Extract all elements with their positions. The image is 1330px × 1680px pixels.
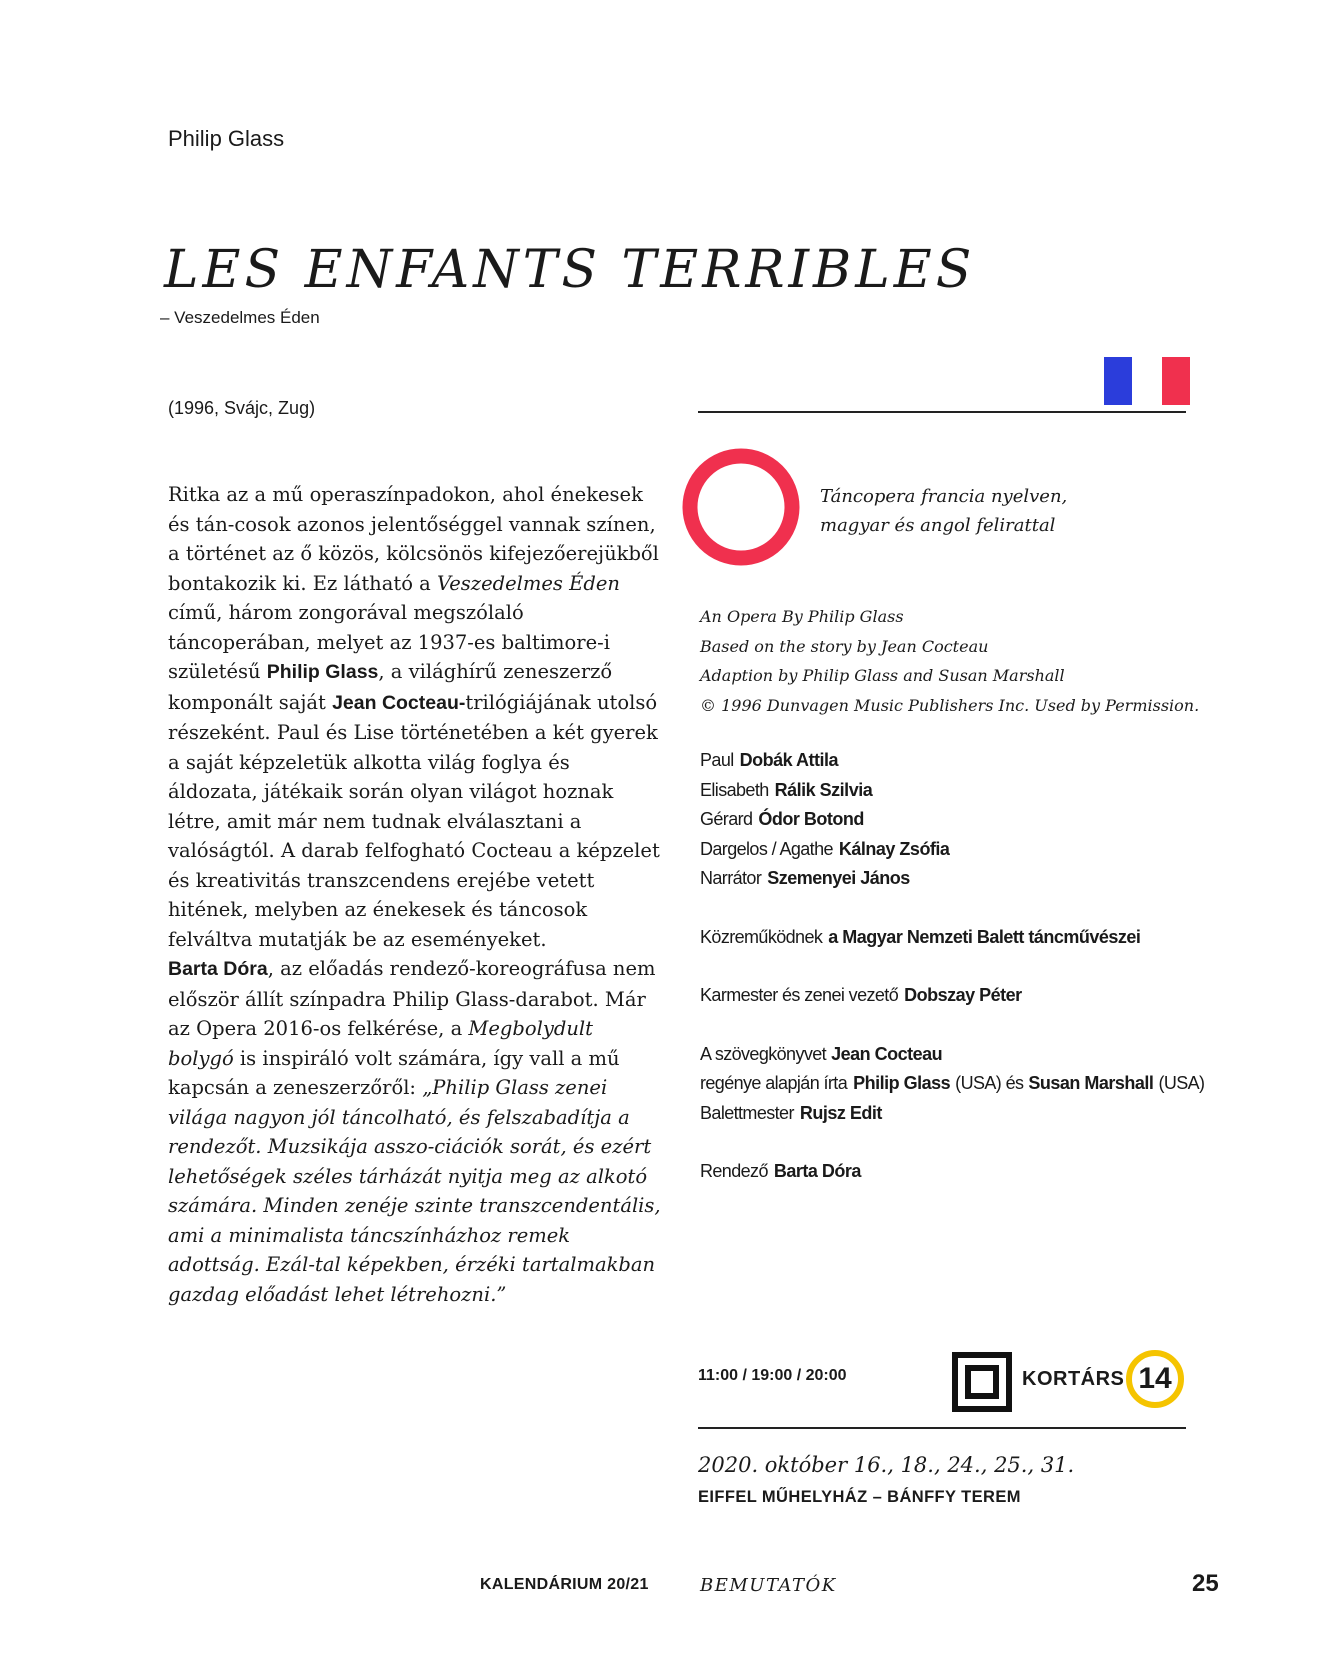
- opera-credits: [700, 602, 1199, 720]
- cast-row: Gérard Ódor Botond: [700, 809, 864, 829]
- work-title: LES ENFANTS TERRIBLES: [164, 240, 976, 300]
- credit-line: An Opera By Philip Glass: [700, 607, 904, 626]
- article-body: [168, 480, 664, 1309]
- french-flag-icon: [1104, 357, 1190, 405]
- crew-row-kozremukodnek: Közreműködnek a Magyar Nemzeti Balett táncművészei: [700, 926, 1141, 947]
- show-times: 11:00 / 19:00 / 20:00: [698, 1367, 847, 1384]
- footer-section: BEMUTATÓK: [700, 1575, 837, 1596]
- page-number: 25: [1192, 1570, 1219, 1597]
- venue: EIFFEL MŰHELYHÁZ – BÁNFFY TEREM: [698, 1488, 1021, 1506]
- paragraph-2: Barta Dóra, az előadás rendező-koreográfusa nem először állít színpadra Philip Glass-darabot. Már az Opera 2016-os felkérése, a Megbolydult bolygó is inspiráló volt számára, így vall a mű kapcsán a zeneszerzőről: „Philip Glass zenei világa nagyon jól táncolható, és felszabadítja a rendezőt. Muzsikája asszo-ciációk sorát, és ezért lehetőségek széles tárházát nyitja meg az alkotó számára. Minden zenéje szinte transzcendentális, ami a minimalista táncszínházhoz remek adottság. Ezál-tal képekben, érzéki tartalmakban gazdag előadást lehet létrehozni.”: [168, 957, 661, 1306]
- schedule-rule: [698, 1427, 1186, 1429]
- category-label: KORTÁRS: [1022, 1368, 1125, 1390]
- crew-row-rendezo: Rendező Barta Dóra: [700, 1161, 861, 1181]
- footer-publication: KALENDÁRIUM 20/21: [480, 1576, 649, 1593]
- crew-row-libretto: A szövegkönyvet Jean Cocteau: [700, 1043, 943, 1064]
- square-logo-icon: [952, 1352, 1012, 1412]
- credit-line: Based on the story by Jean Cocteau: [700, 636, 989, 656]
- age-rating-badge: 14: [1126, 1350, 1184, 1408]
- cast-row: Elisabeth Rálik Szilvia: [700, 779, 873, 800]
- cast-row: Paul Dobák Attila: [700, 750, 838, 770]
- crew-row-karmester: Karmester és zenei vezető Dobszay Péter: [700, 985, 1022, 1005]
- credit-line: © 1996 Dunvagen Music Publishers Inc. Used by Permission.: [700, 695, 1200, 715]
- header-rule: [698, 411, 1186, 413]
- crew-row-balettmester: Balettmester Rujsz Edit: [700, 1102, 882, 1123]
- cast-list: [700, 746, 1204, 1187]
- performance-dates: 2020. október 16., 18., 24., 25., 31.: [698, 1453, 1075, 1477]
- cast-row: Narrátor Szemenyei János: [700, 868, 910, 888]
- composer-name: Philip Glass: [168, 126, 285, 151]
- language-note: Táncopera francia nyelven, magyar és angol felirattal: [820, 486, 1068, 536]
- cast-row: Dargelos / Agathe Kálnay Zsófia: [700, 838, 950, 859]
- crew-row-libretto-authors: regénye alapján írta Philip Glass (USA) és Susan Marshall (USA): [700, 1073, 1205, 1093]
- credit-line: Adaption by Philip Glass and Susan Marshall: [700, 666, 1065, 685]
- ring-icon: [682, 448, 800, 566]
- year-place: (1996, Svájc, Zug): [168, 398, 316, 418]
- paragraph-1: Ritka az a mű operaszínpadokon, ahol énekesek és tán-cosok azonos jelentőséggel vannak színen, a történet az ő közös, kölcsönös kifejezőerejükből bontakozik ki. Ez látható a Veszedelmes Éden című, három zongorával megszólaló táncoperában, melyet az 1937-es baltimore-i születésű Philip Glass, a világhírű zeneszerző komponált saját Jean Cocteau-trilógiájának utolsó részeként. Paul és Lise történetében a két gyerek a saját képzeletük alkotta világ foglya és áldozata, játékaik során olyan világot hoznak létre, amit már nem tudnak elválasztani a valóságtól. A darab felfogható Cocteau a képzelet és kreativitás transzcendens erejébe vetett hitének, melyben az énekesek és táncosok felváltva mutatják be az eseményeket.: [168, 483, 660, 951]
- work-subtitle: – Veszedelmes Éden: [160, 308, 320, 327]
